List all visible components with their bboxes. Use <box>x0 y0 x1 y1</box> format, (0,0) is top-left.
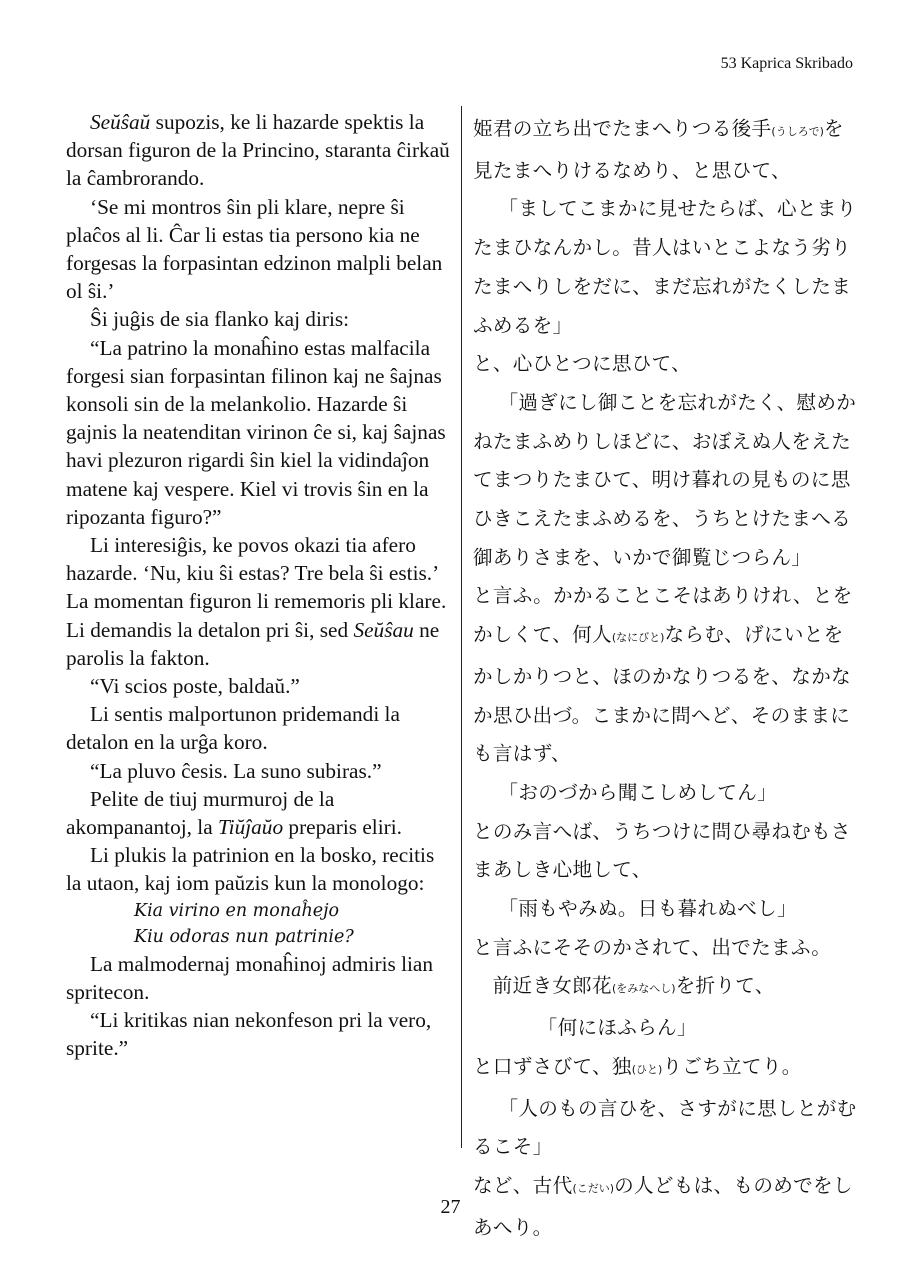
left-paragraph-12: “Li kritikas nian nekonfeson pri la vero, sprite.” <box>66 1008 432 1061</box>
left-paragraph-3: Ŝi juĝis de sia flanko kaj diris: <box>90 307 350 332</box>
right-paragraph-1 <box>473 110 857 190</box>
paragraph-text: 姫君の立ち出でたまへりつる後手 <box>473 117 772 140</box>
right-paragraph-3: と、心ひとつに思ひて、 <box>473 352 692 376</box>
right-paragraph-11: 「何にほふらん」 <box>537 1016 697 1040</box>
left-paragraph-6: “Vi scios poste, baldaŭ.” <box>90 674 300 699</box>
italic-name: Seŭŝau <box>353 617 414 642</box>
left-paragraph-8: “La pluvo ĉesis. La suno subiras.” <box>90 758 382 783</box>
left-paragraph-1 <box>66 108 454 193</box>
left-paragraph-2: ‘Se mi montros ŝin pli klare, nepre ŝi plaĉos al li. Ĉar li estas tia persono kia ne forgesas la forpasintan edzinon malpli belan ol ŝi.’ <box>66 194 443 304</box>
verse-line-1: Kia virino en monaĥejo <box>134 900 340 921</box>
right-paragraph-7: とのみ言へば、うちつけに問ひ尋ねむもさまあしき心地して、 <box>473 819 851 882</box>
reading-gloss: (うしろで) <box>771 125 824 138</box>
verse-line-2: Kiu odoras nun patrinie? <box>134 926 354 947</box>
right-paragraph-8: 「雨もやみぬ。日も暮れぬべし」 <box>498 897 797 921</box>
paragraph-text: と口ずさびて、独 <box>473 1054 632 1078</box>
paragraph-text: の人どもは、ものめでをしあへり。 <box>473 1173 853 1239</box>
paragraph-text: preparis eliri. <box>283 815 402 840</box>
paragraph-text: ならむ、げにいとをかしかりつと、ほのかなりつるを、なかなか思ひ出づ。こまかに問へど、そのままにも言はず、 <box>473 623 851 766</box>
column-divider <box>461 106 462 1148</box>
right-paragraph-10 <box>473 967 857 1009</box>
reading-gloss: (こだい) <box>572 1181 615 1195</box>
paragraph-text: 前近き女郎花 <box>492 974 612 998</box>
paragraph-text: Pelite de tiuj murmuroj de la akompanantoj, la <box>66 786 335 840</box>
paragraph-text: を折りて、 <box>675 974 775 998</box>
italic-name: Seŭŝaŭ <box>90 110 151 134</box>
right-paragraph-6: 「おのづから聞こしめしてん」 <box>498 780 777 804</box>
paragraph-text: を見たまへりけるなめり、と思ひて、 <box>473 117 844 182</box>
right-paragraph-2: 「ましてこまかに見せたらば、心とまりたまひなんかし。昔人はいとこよなう劣りたまへりしをだに、まだ忘れがたくしたまふめるを」 <box>473 197 857 337</box>
reading-gloss: (なにびと) <box>611 631 665 645</box>
paragraph-text: と言ふ。かかることこそはありけれ、とをかしくて、何人 <box>473 584 853 647</box>
left-paragraph-7: Li sentis malportunon pridemandi la detalon en la urĝa koro. <box>66 702 400 755</box>
reading-gloss: (をみなへし) <box>611 982 676 996</box>
right-paragraph-12 <box>473 1048 857 1090</box>
paragraph-text: Li interesiĝis, ke povos okazi tia afero hazarde. ‘Nu, kiu ŝi estas? Tre bela ŝi estis.’ La momentan figuron li rememoris pli klare. Li demandis la detalon pri ŝi, sed <box>66 533 447 642</box>
right-paragraph-9: と言ふにそそのかされて、出でたまふ。 <box>473 935 832 959</box>
right-paragraph-13: 「人のもの言ひを、さすがに思しとがむるこそ」 <box>473 1096 857 1159</box>
paragraph-text: りごち立てり。 <box>662 1054 802 1078</box>
right-paragraph-5 <box>473 577 857 774</box>
left-paragraph-4: “La patrino la monaĥino estas malfacila forgesi sian forpasintan filinon kaj ne ŝajnas konsoli sin de la melankolio. Hazarde ŝi gajnis la neatenditan virinon ĉe si, kaj ŝajnas havi plezuron rigardi ŝin kiel la vidindaĵon matene kaj vespere. Kiel vi trovis ŝin en la ripozanta figuro?” <box>66 335 446 529</box>
running-header: 53 Kaprica Skribado <box>720 55 853 72</box>
right-paragraph-4: 「過ぎにし御ことを忘れがたく、慰めかねたまふめりしほどに、おぼえぬ人をえたてまつりたまひて、明け暮れの見ものに思ひきこえたまふめるを、うちとけたまへる御ありさまを、いかで御覧じつらん」 <box>473 390 857 569</box>
paragraph-text: など、古代 <box>473 1173 573 1197</box>
italic-name: Tiŭĵaŭo <box>218 815 284 840</box>
japanese-column <box>473 110 857 1247</box>
paragraph-text: supozis, ke li hazarde spektis la dorsan figuron de la Princino, staranta ĉirkaŭ la ĉambrorando. <box>66 110 450 191</box>
esperanto-column <box>66 108 454 1063</box>
paragraph-text: ne parolis la fakton. <box>66 617 440 670</box>
left-paragraph-9 <box>66 785 454 841</box>
page-number: 27 <box>440 1196 461 1218</box>
left-paragraph-11: La malmodernaj monaĥinoj admiris lian spritecon. <box>66 951 434 1004</box>
left-paragraph-10: Li plukis la patrinion en la bosko, recitis la utaon, kaj iom paŭzis kun la monologo: <box>66 843 435 896</box>
left-paragraph-5 <box>66 531 454 672</box>
reading-gloss: (ひと) <box>631 1062 663 1076</box>
